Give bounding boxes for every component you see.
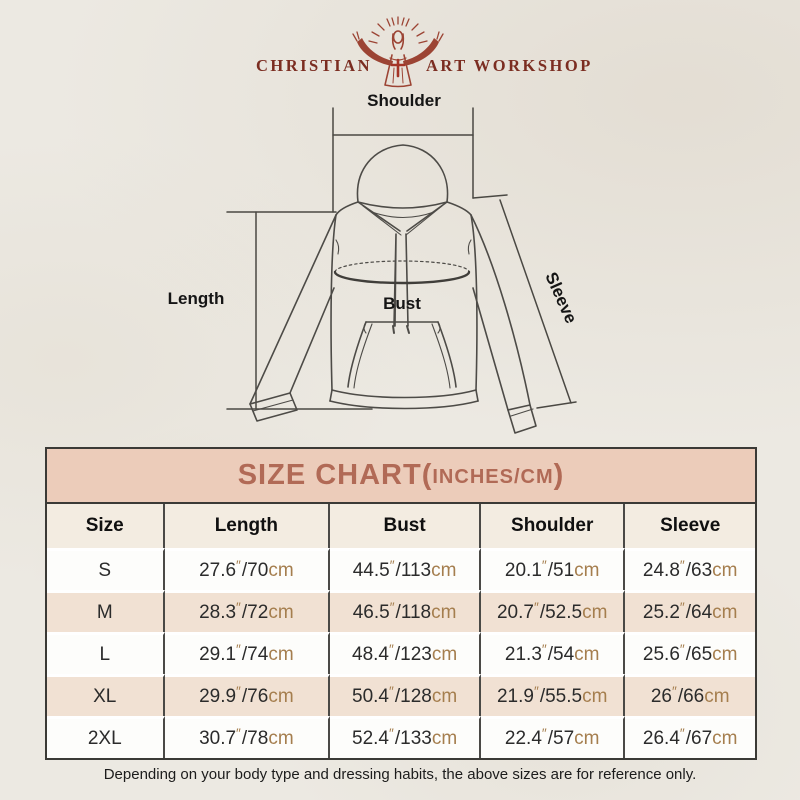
jesus-figure-icon xyxy=(353,17,443,87)
column-header-shoulder: Shoulder xyxy=(481,504,625,548)
measurement-cell: 26″/66cm xyxy=(625,674,755,716)
size-cell: 2XL xyxy=(47,716,165,758)
title-main: SIZE CHART( xyxy=(237,459,433,491)
bust-label: Bust xyxy=(383,294,421,313)
measurement-cell: 21.3″/54cm xyxy=(481,632,625,674)
size-chart-panel xyxy=(45,447,757,760)
measurement-cell: 24.8″/63cm xyxy=(625,548,755,590)
measurement-cell: 28.3″/72cm xyxy=(165,590,331,632)
measurement-cell: 22.4″/57cm xyxy=(481,716,625,758)
hood xyxy=(357,145,447,235)
measurement-cell: 44.5″/113cm xyxy=(330,548,481,590)
brand-logo xyxy=(0,8,800,88)
size-row-2xl xyxy=(47,716,755,758)
measurement-cell: 26.4″/67cm xyxy=(625,716,755,758)
size-chart-title xyxy=(47,449,755,504)
measurement-cell: 50.4″/128cm xyxy=(330,674,481,716)
measurement-cell: 52.4″/133cm xyxy=(330,716,481,758)
length-label: Length xyxy=(167,289,225,308)
size-cell: L xyxy=(47,632,165,674)
measurement-cell: 30.7″/78cm xyxy=(165,716,331,758)
shoulder-measure-lines xyxy=(333,108,473,212)
brand-name-right: ART WORKSHOP xyxy=(426,56,593,75)
pocket xyxy=(348,322,456,388)
size-cell: XL xyxy=(47,674,165,716)
measurement-cell: 21.9″/55.5cm xyxy=(481,674,625,716)
measurement-cell: 27.6″/70cm xyxy=(165,548,331,590)
measurement-cell: 20.7″/52.5cm xyxy=(481,590,625,632)
size-cell: S xyxy=(47,548,165,590)
column-header-size: Size xyxy=(47,504,165,548)
size-row-l xyxy=(47,632,755,674)
column-header-sleeve: Sleeve xyxy=(625,504,755,548)
right-sleeve xyxy=(471,215,536,433)
title-close: ) xyxy=(553,459,565,491)
size-table xyxy=(47,504,755,758)
sleeve-label: Sleeve xyxy=(541,269,581,327)
measurement-cell: 29.1″/74cm xyxy=(165,632,331,674)
hoodie-outline xyxy=(250,145,536,433)
size-row-s xyxy=(47,548,755,590)
measurement-cell: 29.9″/76cm xyxy=(165,674,331,716)
size-row-m xyxy=(47,590,755,632)
measurement-cell: 25.2″/64cm xyxy=(625,590,755,632)
left-sleeve xyxy=(250,215,336,421)
measurement-cell: 25.6″/65cm xyxy=(625,632,755,674)
hoodie-measurement-diagram xyxy=(0,88,800,450)
brand-name-left: CHRISTIAN xyxy=(255,56,372,75)
size-row-xl xyxy=(47,674,755,716)
size-cell: M xyxy=(47,590,165,632)
title-units: INCHES/CM xyxy=(432,466,554,488)
reference-note: Depending on your body type and dressing habits, the above sizes are for reference only. xyxy=(103,766,697,783)
measurement-cell: 46.5″/118cm xyxy=(330,590,481,632)
measurement-cell: 20.1″/51cm xyxy=(481,548,625,590)
column-header-bust: Bust xyxy=(330,504,481,548)
rays-icon xyxy=(369,17,427,43)
measurement-cell: 48.4″/123cm xyxy=(330,632,481,674)
column-header-length: Length xyxy=(165,504,331,548)
shoulder-label: Shoulder xyxy=(367,91,441,110)
bust-line xyxy=(335,261,469,283)
table-header-row xyxy=(47,504,755,548)
